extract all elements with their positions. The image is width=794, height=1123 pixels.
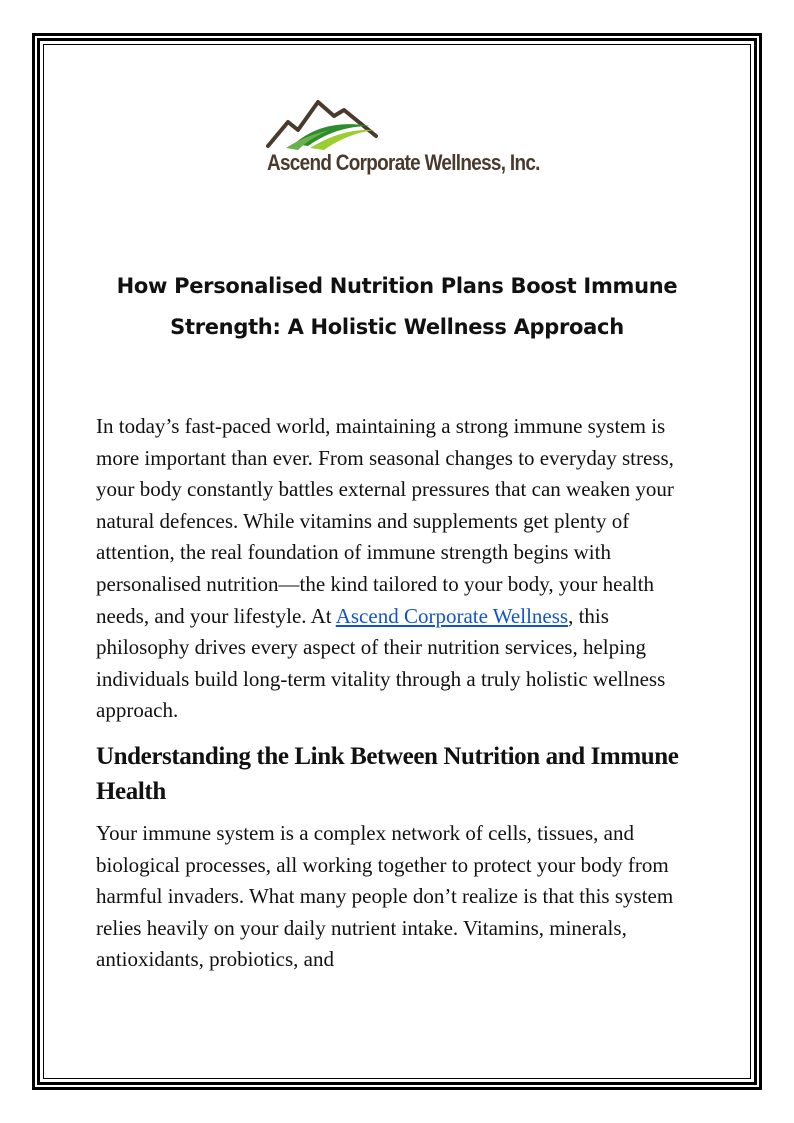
company-name: Ascend Corporate Wellness, Inc. xyxy=(267,150,540,175)
section-paragraph: Your immune system is a complex network of cells, tissues, and biological processes, all working together to protect your body from harmful invaders. What many people don’t realize is that this system relies heavily on your daily nutrient intake. Vitamins, minerals, antioxidants, probiotics, and xyxy=(96,821,674,972)
title-line-1: How Personalised Nutrition Plans Boost Immune xyxy=(116,274,678,298)
intro-text-start: In today’s fast-paced world, maintaining a strong immune system is more important than ever. From seasonal changes to everyday stress, your body constantly battles external pressures that can weaken your natural defences. While vitamins and supplements get plenty of attention, the real foundation of immune strength begins with personalised nutrition—the kind tailored to your body, your health needs, and your lifestyle. At xyxy=(96,414,674,628)
intro-paragraph xyxy=(96,411,706,727)
mountain-fields-logo-icon xyxy=(264,96,384,152)
intro-text-end: , this philosophy drives every aspect of their nutrition services, helping individuals build long-term vitality through a truly holistic wellness approach. xyxy=(96,603,666,723)
document-title xyxy=(60,266,734,348)
company-logo xyxy=(264,96,554,186)
ascend-corporate-wellness-link[interactable]: Ascend Corporate Wellness xyxy=(335,603,569,628)
title-line-2: Strength: A Holistic Wellness Approach xyxy=(170,315,624,339)
section-heading: Understanding the Link Between Nutrition and Immune Health xyxy=(96,743,679,805)
